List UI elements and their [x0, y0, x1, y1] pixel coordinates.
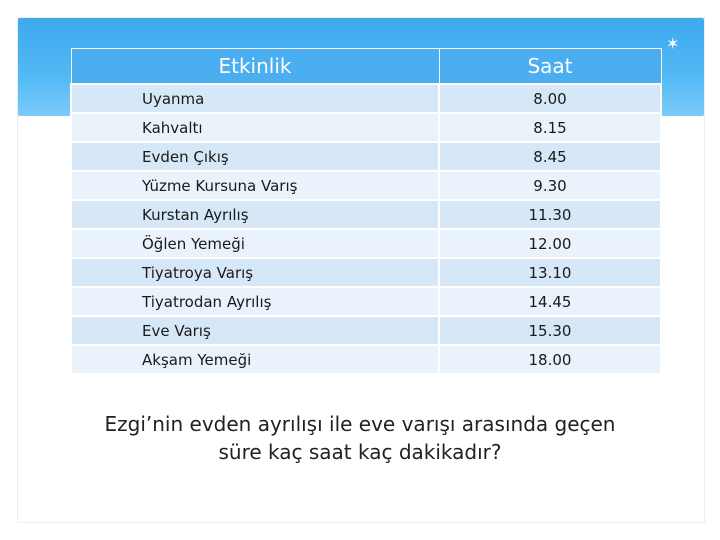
question-text	[70, 410, 650, 466]
activity-cell: Kahvaltı	[71, 113, 439, 142]
time-cell: 14.45	[439, 287, 661, 316]
schedule-table	[70, 48, 662, 375]
activity-cell: Tiyatroya Varış	[71, 258, 439, 287]
activity-cell: Akşam Yemeği	[71, 345, 439, 374]
time-cell: 13.10	[439, 258, 661, 287]
question-line: süre kaç saat kaç dakikadır?	[218, 440, 502, 464]
activity-cell: Uyanma	[71, 84, 439, 113]
time-cell: 8.00	[439, 84, 661, 113]
time-cell: 9.30	[439, 171, 661, 200]
time-cell: 15.30	[439, 316, 661, 345]
activity-cell: Evden Çıkış	[71, 142, 439, 171]
question-line: Ezgi’nin evden ayrılışı ile eve varışı arasında geçen	[104, 412, 616, 436]
activity-cell: Öğlen Yemeği	[71, 229, 439, 258]
time-cell: 8.15	[439, 113, 661, 142]
time-cell: 11.30	[439, 200, 661, 229]
table-row	[71, 287, 661, 316]
table-row	[71, 200, 661, 229]
time-cell: 18.00	[439, 345, 661, 374]
table-row	[71, 142, 661, 171]
activity-cell: Eve Varış	[71, 316, 439, 345]
table-row	[71, 316, 661, 345]
activity-column-header: Etkinlik	[71, 49, 439, 85]
time-cell: 12.00	[439, 229, 661, 258]
time-column-header: Saat	[439, 49, 661, 85]
table-row	[71, 84, 661, 113]
table-header-row	[71, 49, 661, 85]
table-row	[71, 171, 661, 200]
activity-cell: Yüzme Kursuna Varış	[71, 171, 439, 200]
table-row	[71, 345, 661, 374]
table-row	[71, 258, 661, 287]
activity-cell: Tiyatrodan Ayrılış	[71, 287, 439, 316]
table-row	[71, 229, 661, 258]
table-row	[71, 113, 661, 142]
activity-cell: Kurstan Ayrılış	[71, 200, 439, 229]
time-cell: 8.45	[439, 142, 661, 171]
star-icon: ✶	[666, 34, 680, 53]
